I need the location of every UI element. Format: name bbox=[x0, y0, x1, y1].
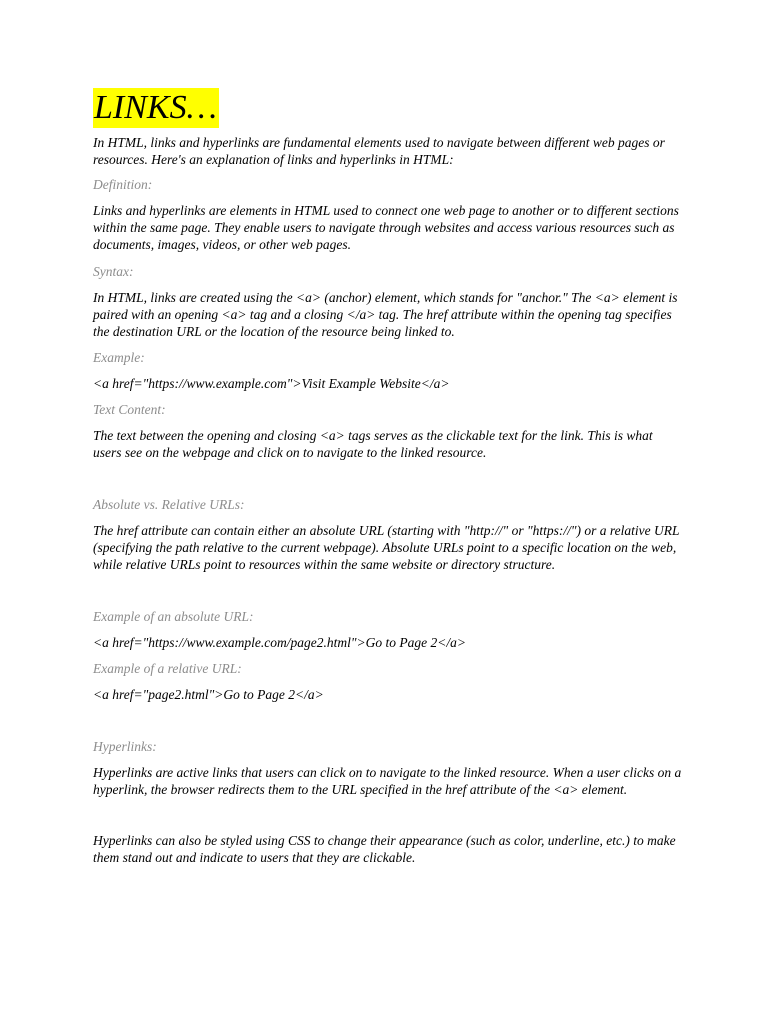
hyperlinks-paragraph: Hyperlinks are active links that users can click on to navigate to the linked resource. When a user clicks on a hyperlink, the browser redirects them to the URL specified in the href attribute of the <a> element. bbox=[93, 765, 682, 797]
example-heading: Example: bbox=[93, 350, 145, 365]
definition-heading: Definition: bbox=[93, 177, 153, 192]
text-content-paragraph: The text between the opening and closing <a> tags serves as the clickable text for the link. This is what users see on the webpage and click on to navigate to the linked resource. bbox=[93, 428, 653, 460]
hyperlinks-styling-paragraph: Hyperlinks can also be styled using CSS to change their appearance (such as color, underline, etc.) to make them stand out and indicate to users that they are clickable. bbox=[93, 833, 676, 865]
page-title: LINKS… bbox=[94, 89, 217, 126]
text-content-heading: Text Content: bbox=[93, 402, 166, 417]
relative-example-code: <a href="page2.html">Go to Page 2</a> bbox=[93, 687, 324, 702]
definition-paragraph: Links and hyperlinks are elements in HTML used to connect one web page to another or to different sections within the same page. They enable users to navigate through websites and access various resources such as documents, images, videos, or other web pages. bbox=[93, 203, 679, 252]
syntax-paragraph: In HTML, links are created using the <a> (anchor) element, which stands for "anchor." The <a> element is paired with an opening <a> tag and a closing </a> tag. The href attribute within the opening tag specifies the destination URL or the location of the resource being linked to. bbox=[93, 290, 678, 339]
absolute-relative-paragraph: The href attribute can contain either an absolute URL (starting with "http://" or "https://") or a relative URL (specifying the path relative to the current webpage). Absolute URLs point to a specific location on the web, while relative URLs point to resources within the same website or directory structure. bbox=[93, 523, 680, 572]
syntax-heading: Syntax: bbox=[93, 264, 134, 279]
document-page bbox=[93, 88, 683, 866]
hyperlinks-heading: Hyperlinks: bbox=[93, 739, 157, 754]
absolute-example-code: <a href="https://www.example.com/page2.html">Go to Page 2</a> bbox=[93, 635, 466, 650]
absolute-relative-heading: Absolute vs. Relative URLs: bbox=[93, 497, 245, 512]
absolute-example-heading: Example of an absolute URL: bbox=[93, 609, 254, 624]
example-code: <a href="https://www.example.com">Visit Example Website</a> bbox=[93, 376, 450, 391]
intro-paragraph: In HTML, links and hyperlinks are fundamental elements used to navigate between different web pages or resources. Here's an explanation of links and hyperlinks in HTML: bbox=[93, 135, 665, 167]
relative-example-heading: Example of a relative URL: bbox=[93, 661, 242, 676]
